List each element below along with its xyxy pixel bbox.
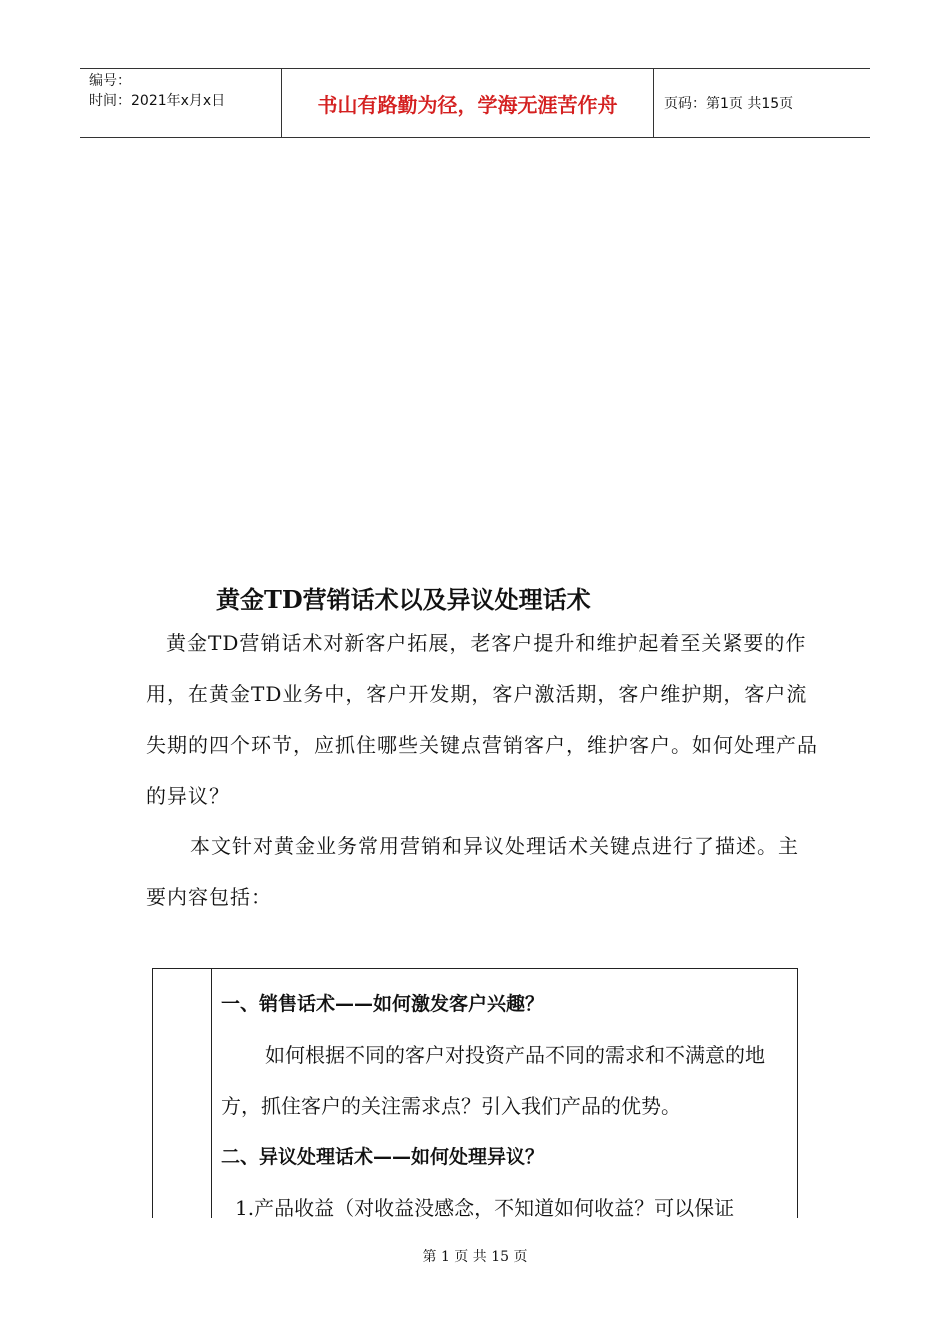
intro-paragraph xyxy=(146,618,818,822)
header-page-info: 页码：第1页 共15页 xyxy=(664,96,794,112)
box-gutter xyxy=(153,969,212,1218)
document-header xyxy=(80,68,870,138)
header-motto: 书山有路勤为径，学海无涯苦作舟 xyxy=(281,69,654,137)
box-content xyxy=(212,969,797,1218)
number-label: 编号： xyxy=(89,73,131,89)
document-title: 黄金TD营销话术以及异议处理话术 xyxy=(216,585,591,614)
section-text-sales: 如何根据不同的客户对投资产品不同的需求和不满意的地方，抓住客户的关注需求点？引入我们产品的优势。 xyxy=(221,1043,765,1118)
section-item-1: 1.产品收益（对收益没感念，不知道如何收益？可以保证 xyxy=(235,1196,735,1220)
intro-text: 黄金TD营销话术对新客户拓展，老客户提升和维护起着至关紧要的作用，在黄金TD业务中，客户开发期，客户激活期，客户维护期，客户流失期的四个环节，应抓住哪些关键点营销客户，维护客户。如何处理产品的异议？ xyxy=(146,631,818,808)
header-meta xyxy=(80,69,281,137)
summary-text: 本文针对黄金业务常用营销和异议处理话术关键点进行了描述。主要内容包括： xyxy=(146,834,799,909)
contents-box xyxy=(152,968,798,1218)
summary-paragraph xyxy=(146,821,818,923)
section-heading-sales: 一、销售话术——如何激发客户兴趣？ xyxy=(221,993,545,1015)
time-label: 时间：2021年x月x日 xyxy=(89,93,226,109)
page-footer: 第 1 页 共 15 页 xyxy=(422,1249,528,1265)
section-heading-objection: 二、异议处理话术——如何处理异议？ xyxy=(221,1146,545,1168)
